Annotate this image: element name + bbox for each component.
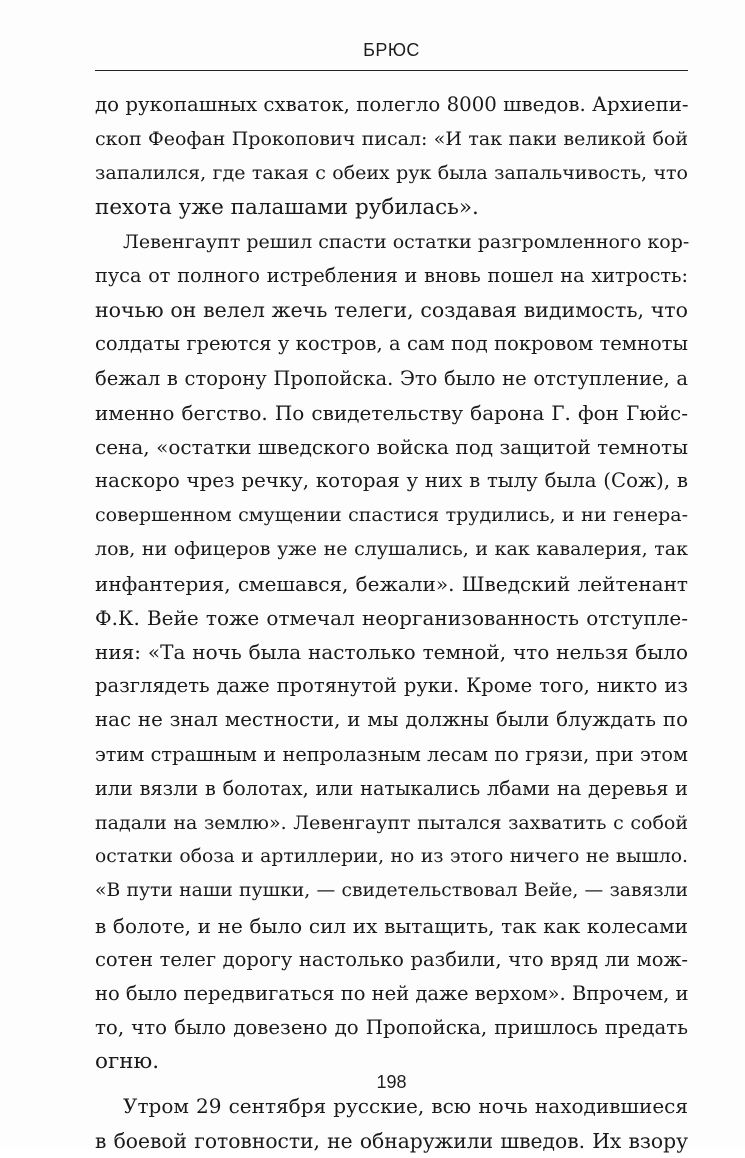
- text-line: огню.: [95, 1049, 160, 1075]
- text-line: наскоро чрез речку, которая у них в тылу была (Сож), в: [95, 469, 688, 493]
- paragraph: [95, 88, 688, 225]
- text-line: лов, ни офицеров уже не слушались, и как кавалерия, так: [95, 538, 688, 561]
- text-line: в болоте, и не было сил их вытащить, так как колесами: [95, 913, 688, 938]
- text-line: этим страшным и непролазным лесам по грязи, при этом: [95, 742, 688, 766]
- text-line: или вязли в болотах, или натыкались лбами на деревья и: [95, 776, 688, 800]
- text-line: бежал в сторону Пропойска. Это было не отступление, а: [95, 366, 688, 390]
- text-line: совершенном смущении спастися трудились, и ни генера-: [95, 504, 688, 527]
- text-line: но было передвигаться по ней даже верхом». Впрочем, и: [95, 981, 689, 1005]
- text-line: пуса от полного истребления и вновь пошел на хитрость:: [95, 263, 688, 287]
- text-line: то, что было довезено до Пропойска, пришлось предать: [95, 1016, 688, 1040]
- page-number: 198: [376, 1072, 407, 1092]
- text-line: именно бегство. По свидетельству барона Г. фон Гюйс-: [95, 400, 688, 425]
- text-line: пехота уже палашами рубилась».: [95, 194, 479, 220]
- text-line: Ф.К. Вейе тоже отмечал неорганизованность отступле-: [95, 605, 688, 630]
- text-line: инфантерия, смешався, бежали». Шведский лейтенант: [95, 571, 688, 596]
- text-line: до рукопашных схваток, полегло 8000 шведов. Архиепи-: [95, 93, 689, 116]
- text-line: падали на землю». Левенгаупт пытался захватить с собой: [95, 811, 688, 834]
- body-text: [95, 88, 688, 1158]
- paragraph: [95, 1089, 688, 1157]
- text-line: запалился, где такая с обеих рук была запальчивость, что: [95, 162, 688, 185]
- text-line: скоп Феофан Прокопович писал: «И так паки великой бой: [95, 128, 688, 151]
- text-line: ния: «Та ночь была настолько темной, что нельзя было: [95, 640, 688, 664]
- text-line: в боевой готовности, не обнаружили шведов. Их взору: [95, 1128, 688, 1153]
- text-line: ночью он велел жечь телеги, создавая видимость, что: [95, 298, 688, 323]
- text-line: солдаты греются у костров, а сам под покровом темноты: [95, 332, 688, 356]
- text-line: «В пути наши пушки, — свидетельствовал Вейе, — завязли: [95, 880, 688, 902]
- paragraph: [95, 225, 688, 1080]
- text-line: разглядеть даже протянутой руки. Кроме того, никто из: [95, 674, 688, 698]
- text-line: сотен телег дорогу настолько разбили, что вряд ли мож-: [95, 947, 688, 971]
- running-head: БРЮС: [363, 40, 420, 60]
- text-line: нас не знал местности, и мы должны были блуждать по: [95, 708, 688, 732]
- text-line: Левенгаупт решил спасти остатки разгромленного кор-: [123, 230, 690, 253]
- header-rule: [95, 70, 688, 71]
- text-line: сена, «остатки шведского войска под защитой темноты: [95, 434, 688, 459]
- text-line: Утром 29 сентября русские, всю ночь находившиеся: [123, 1094, 688, 1119]
- text-line: остатки обоза и артиллерии, но из этого ничего не вышло.: [95, 846, 688, 868]
